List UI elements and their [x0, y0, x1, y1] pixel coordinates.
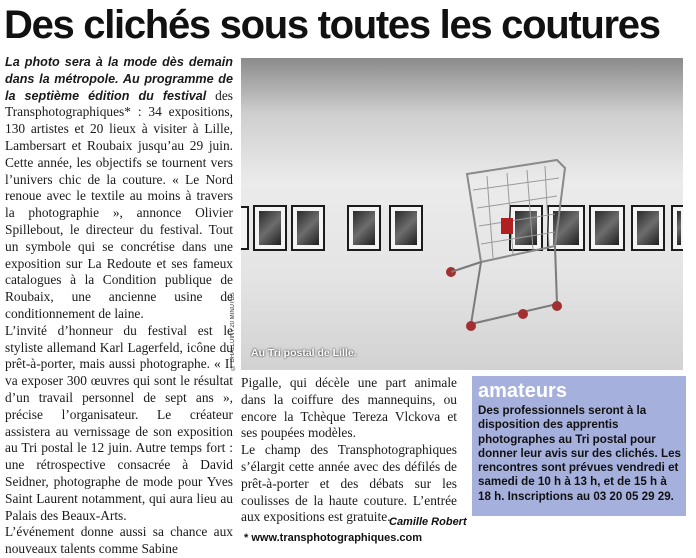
picture-frame	[631, 205, 665, 251]
picture-frame	[291, 205, 325, 251]
picture-frame	[253, 205, 287, 251]
website-footnote: * www.transphotographiques.com	[244, 532, 423, 544]
sidebar-box-title: amateurs	[478, 380, 567, 402]
photo-credit: © DHALLUIN / 20 MINUTES	[230, 292, 236, 370]
photo-caption: Au Tri postal de Lille.	[251, 347, 357, 359]
sidebar-box-body: Des professionnels seront à la disposition des apprentis photographes au Tri postal pour donner leur avis sur des clichés. Les rencontres sont prévues vendredi et samedi de 10 h à 13 h, et de 15 h à 18 h. Inscriptions au 03 20 05 29 29.	[478, 404, 681, 503]
picture-frame	[347, 205, 381, 251]
article-paragraph-3: L’événement donne aussi sa chance aux nouveaux talents comme Sabine	[5, 524, 233, 557]
picture-frame	[389, 205, 423, 251]
shopping-cart-illustration	[437, 154, 577, 334]
exhibition-photo	[241, 58, 683, 370]
article-paragraph-1	[5, 54, 233, 323]
article-paragraph-2: L’invité d’honneur du festival est le styliste allemand Karl Lagerfeld, icône du prêt-à-porter, mais aussi photographe. « Il va exposer 300 œuvres qui sont le résultat d’un travail personnel de sept ans », précise l’organisateur. Le créateur assistera au vernissage de son exposition au Tri postal le 12 juin. Autre temps fort : une rétrospective consacrée à David Seidner, photographe de mode pour Yves Saint Laurent notamment, qui aura lieu au Palais des Beaux-Arts.	[5, 322, 233, 523]
amateurs-sidebar-box	[472, 376, 686, 516]
article-paragraph-5: Le champ des Transphotographiques s’élargit cette année avec des défilés de prêt-à-porter et des débats sur les coulisses de la haute couture. L’entrée aux expositions est gratuite.	[241, 442, 457, 525]
picture-frame	[671, 205, 683, 251]
article-column-2	[241, 375, 457, 526]
article-column-1	[5, 54, 233, 558]
picture-frame	[241, 206, 249, 250]
picture-frame	[589, 205, 625, 251]
headline: Des clichés sous toutes les coutures	[4, 3, 660, 47]
article-paragraph-4: Pigalle, qui décèle une part animale dans la coiffure des mannequins, ou encore la Tchèque Tereza Vlckova et ses poupées modèles.	[241, 375, 457, 441]
article-paragraph-1-text: des Transphotographiques* : 34 expositions, 130 artistes et 20 lieux à visiter à Lille, Lambersart et Roubaix jusqu’au 29 juin. Cette année, les objectifs se tournent vers l’univers chic de la couture. « Le Nord renoue avec le textile au moins à travers la photographie », annonce Olivier Spillebout, le directeur du festival. Tout un symbole qui se concrétise dans une exposition sur La Redoute et ses fameux catalogues à la Condition publique de Roubaix, une ancienne usine de conditionnement de laine.	[5, 87, 233, 321]
author-signature: Camille Robert	[389, 516, 467, 528]
article-lead: La photo sera à la mode dès demain dans la métropole. Au programme de la septième édition du festival	[5, 55, 233, 103]
